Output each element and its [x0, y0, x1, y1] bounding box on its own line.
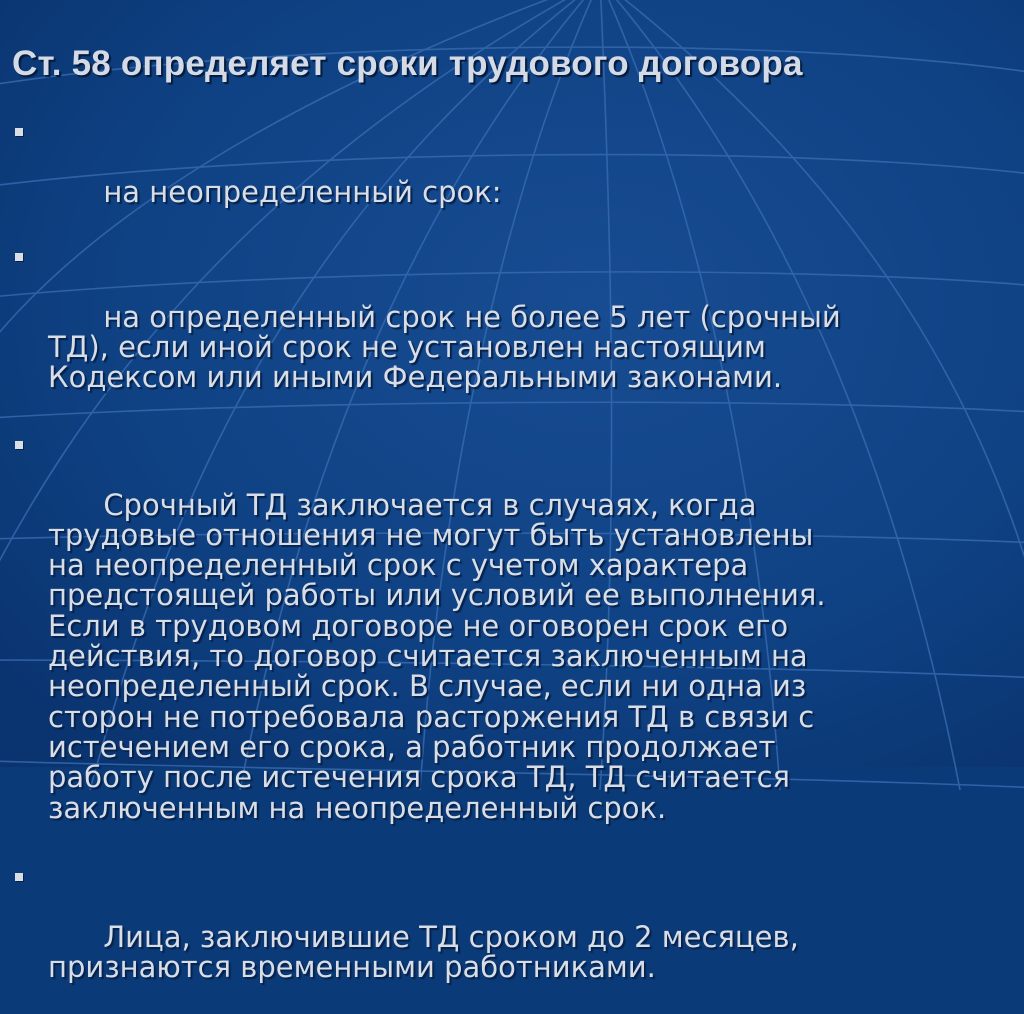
list-item-text: на неопределенный срок: — [103, 174, 502, 209]
square-bullet-icon — [15, 441, 23, 449]
square-bullet-icon — [15, 253, 23, 261]
list-item — [12, 861, 1012, 1012]
list-item — [12, 116, 1012, 237]
list-item — [12, 241, 1012, 423]
square-bullet-icon — [15, 873, 23, 881]
slide-title: Ст. 58 определяет сроки трудового договора — [12, 44, 803, 83]
list-item-text: на определенный срок не более 5 лет (срочный ТД), если иной срок не установлен настоящим Кодексом или иными Федеральными законами. — [48, 299, 841, 395]
list-item — [12, 429, 1012, 853]
list-item-text: Лица, заключившие ТД сроком до 2 месяцев, признаются временными работниками. — [48, 919, 799, 985]
list-item-text: Срочный ТД заключается в случаях, когда трудовые отношения не могут быть установлены на неопределенный срок с учетом характера предстоящей работы или условий ее выполнения. Если в трудовом договоре не оговорен срок его действия, то договор считается заключенным на неопределенный срок. В случае, если ни одна из сторон не потребовала расторжения ТД в связи с истечением его срока, а работник продолжает работу после истечения срока ТД, ТД считается заключенным на неопределенный срок. — [48, 487, 826, 825]
bullet-list — [12, 116, 1012, 1013]
square-bullet-icon — [15, 128, 23, 136]
